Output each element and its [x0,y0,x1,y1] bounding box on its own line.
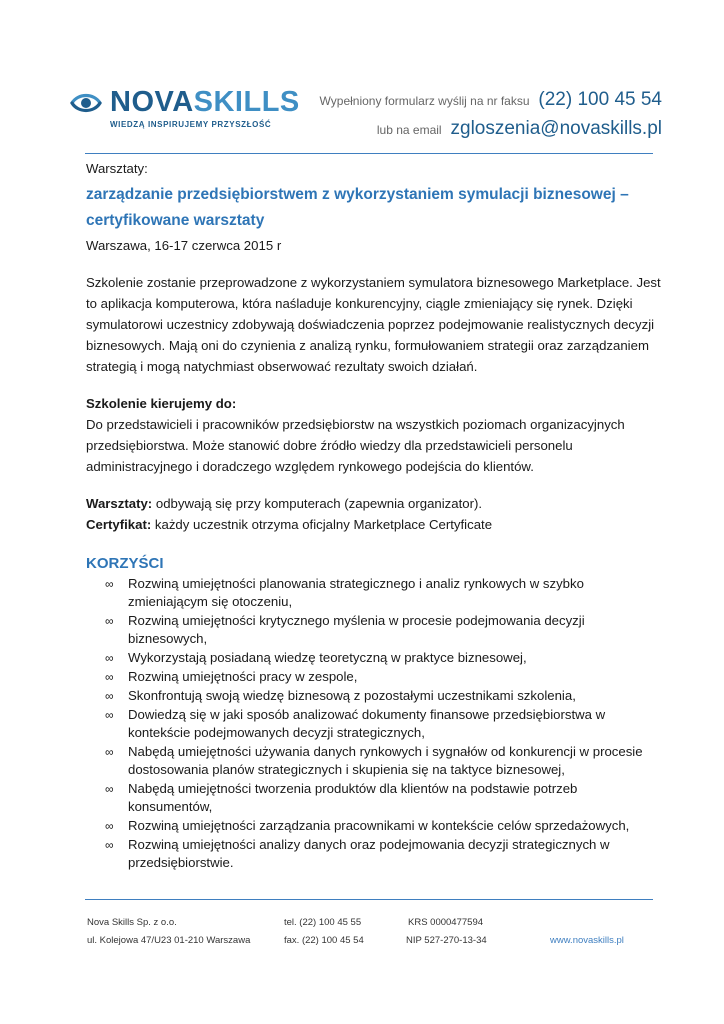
audience-heading: Szkolenie kierujemy do: [86,396,237,411]
list-item: ∞ Rozwiną umiejętności planowania strategicznego i analiz rynkowych w szybko zmieniającym się otoczeniu, [105,576,584,609]
workshop-label: Warsztaty: [86,161,148,176]
infinity-bullet-icon: ∞ [105,614,114,628]
infinity-bullet-icon: ∞ [105,689,114,703]
infinity-bullet-icon: ∞ [105,577,114,591]
fax-instruction: Wypełniony formularz wyślij na nr faksu [319,94,530,108]
certificate-info: Certyfikat: każdy uczestnik otrzyma oficjalny Marketplace Certyficate [86,517,493,532]
list-item: ∞ Rozwiną umiejętności zarządzania pracownikami w kontekście celów sprzedażowych, [105,818,630,833]
workshop-title: zarządzanie przedsiębiorstwem z wykorzystaniem symulacji biznesowej – certyfikowane warsztaty [86,186,629,229]
list-item: ∞ Rozwiną umiejętności krytycznego myślenia w procesie podejmowania decyzji biznesowych, [105,613,585,646]
email-instruction: lub na email [376,123,442,137]
infinity-bullet-icon: ∞ [105,782,114,796]
logo-tagline: WIEDZĄ INSPIRUJEMY PRZYSZŁOŚĆ [110,120,272,129]
infinity-bullet-icon: ∞ [105,708,114,722]
list-item: ∞ Wykorzystają posiadaną wiedzę teoretyczną w praktyce biznesowej, [105,650,527,665]
list-item: ∞ Rozwiną umiejętności analizy danych oraz podejmowania decyzji strategicznych w przedsiębiorstwie. [105,837,610,870]
list-item: ∞ Skonfrontują swoją wiedzę biznesową z pozostałymi uczestnikami szkolenia, [105,688,576,703]
workshop-date: Warszawa, 16-17 czerwca 2015 r [86,238,282,253]
footer-phones: tel. (22) 100 45 55 fax. (22) 100 45 54 [284,917,364,946]
contact-info [320,86,662,144]
infinity-bullet-icon: ∞ [105,819,114,833]
document-body [86,158,664,873]
novaskills-logo [68,86,300,136]
infinity-bullet-icon: ∞ [105,838,114,852]
email-address[interactable]: zgloszenia@novaskills.pl [450,118,662,139]
footer-registry: KRS 0000477594 NIP 527-270-13-34 [406,917,487,946]
infinity-bullet-icon: ∞ [105,745,114,759]
list-item: ∞ Dowiedzą się w jaki sposób analizować dokumenty finansowe przedsiębiorstwa w kontekście podejmowanych decyzji strategicznych, [105,707,606,740]
footer-divider [85,899,653,900]
list-item: ∞ Rozwiną umiejętności pracy w zespole, [105,669,358,684]
audience-text: Do przedstawicieli i pracowników przedsiębiorstw na wszystkich poziomach organizacyjnych przedsiębiorstwa. Może stanowić dobre źródło wiedzy dla przedstawicieli personelu administracyjnego i doradczego względem rynkowego podejścia do klientów. [86,417,625,474]
list-item: ∞ Nabędą umiejętności tworzenia produktów dla klientów na podstawie potrzeb konsumentów, [105,781,578,814]
benefits-heading: KORZYŚCI [86,555,164,572]
description-paragraph: Szkolenie zostanie przeprowadzone z wykorzystaniem symulatora biznesowego Marketplace. Jest to aplikacja komputerowa, która naśladuje konkurencyjny, ciągle zmieniający się rynek. Dzięki symulatorowi uczestnicy zdobywają doświadczenia poprzez podejmowanie realistycznych decyzji biznesowych. Mają oni do czynienia z analizą rynku, formułowaniem strategii oraz zarządzaniem strategią i mogą natychmiast obserwować rezultaty swoich działań. [86,275,661,374]
footer-website[interactable]: www.novaskills.pl [550,935,624,946]
logo-wordmark: NOVASKILLS [110,86,300,118]
header-divider [85,153,653,154]
infinity-bullet-icon: ∞ [105,670,114,684]
logo-eye-icon [68,90,104,116]
workshops-info: Warsztaty: odbywają się przy komputerach (zapewnia organizator). [86,496,483,511]
fax-number: (22) 100 45 54 [538,89,662,110]
infinity-bullet-icon: ∞ [105,651,114,665]
benefits-list [86,575,664,872]
footer-company: Nova Skills Sp. z o.o. ul. Kolejowa 47/U23 01-210 Warszawa [87,917,251,946]
list-item: ∞ Nabędą umiejętności używania danych rynkowych i sygnałów od konkurencji w procesie dostosowania planów strategicznych i skupienia się na taktyce biznesowej, [105,744,643,777]
